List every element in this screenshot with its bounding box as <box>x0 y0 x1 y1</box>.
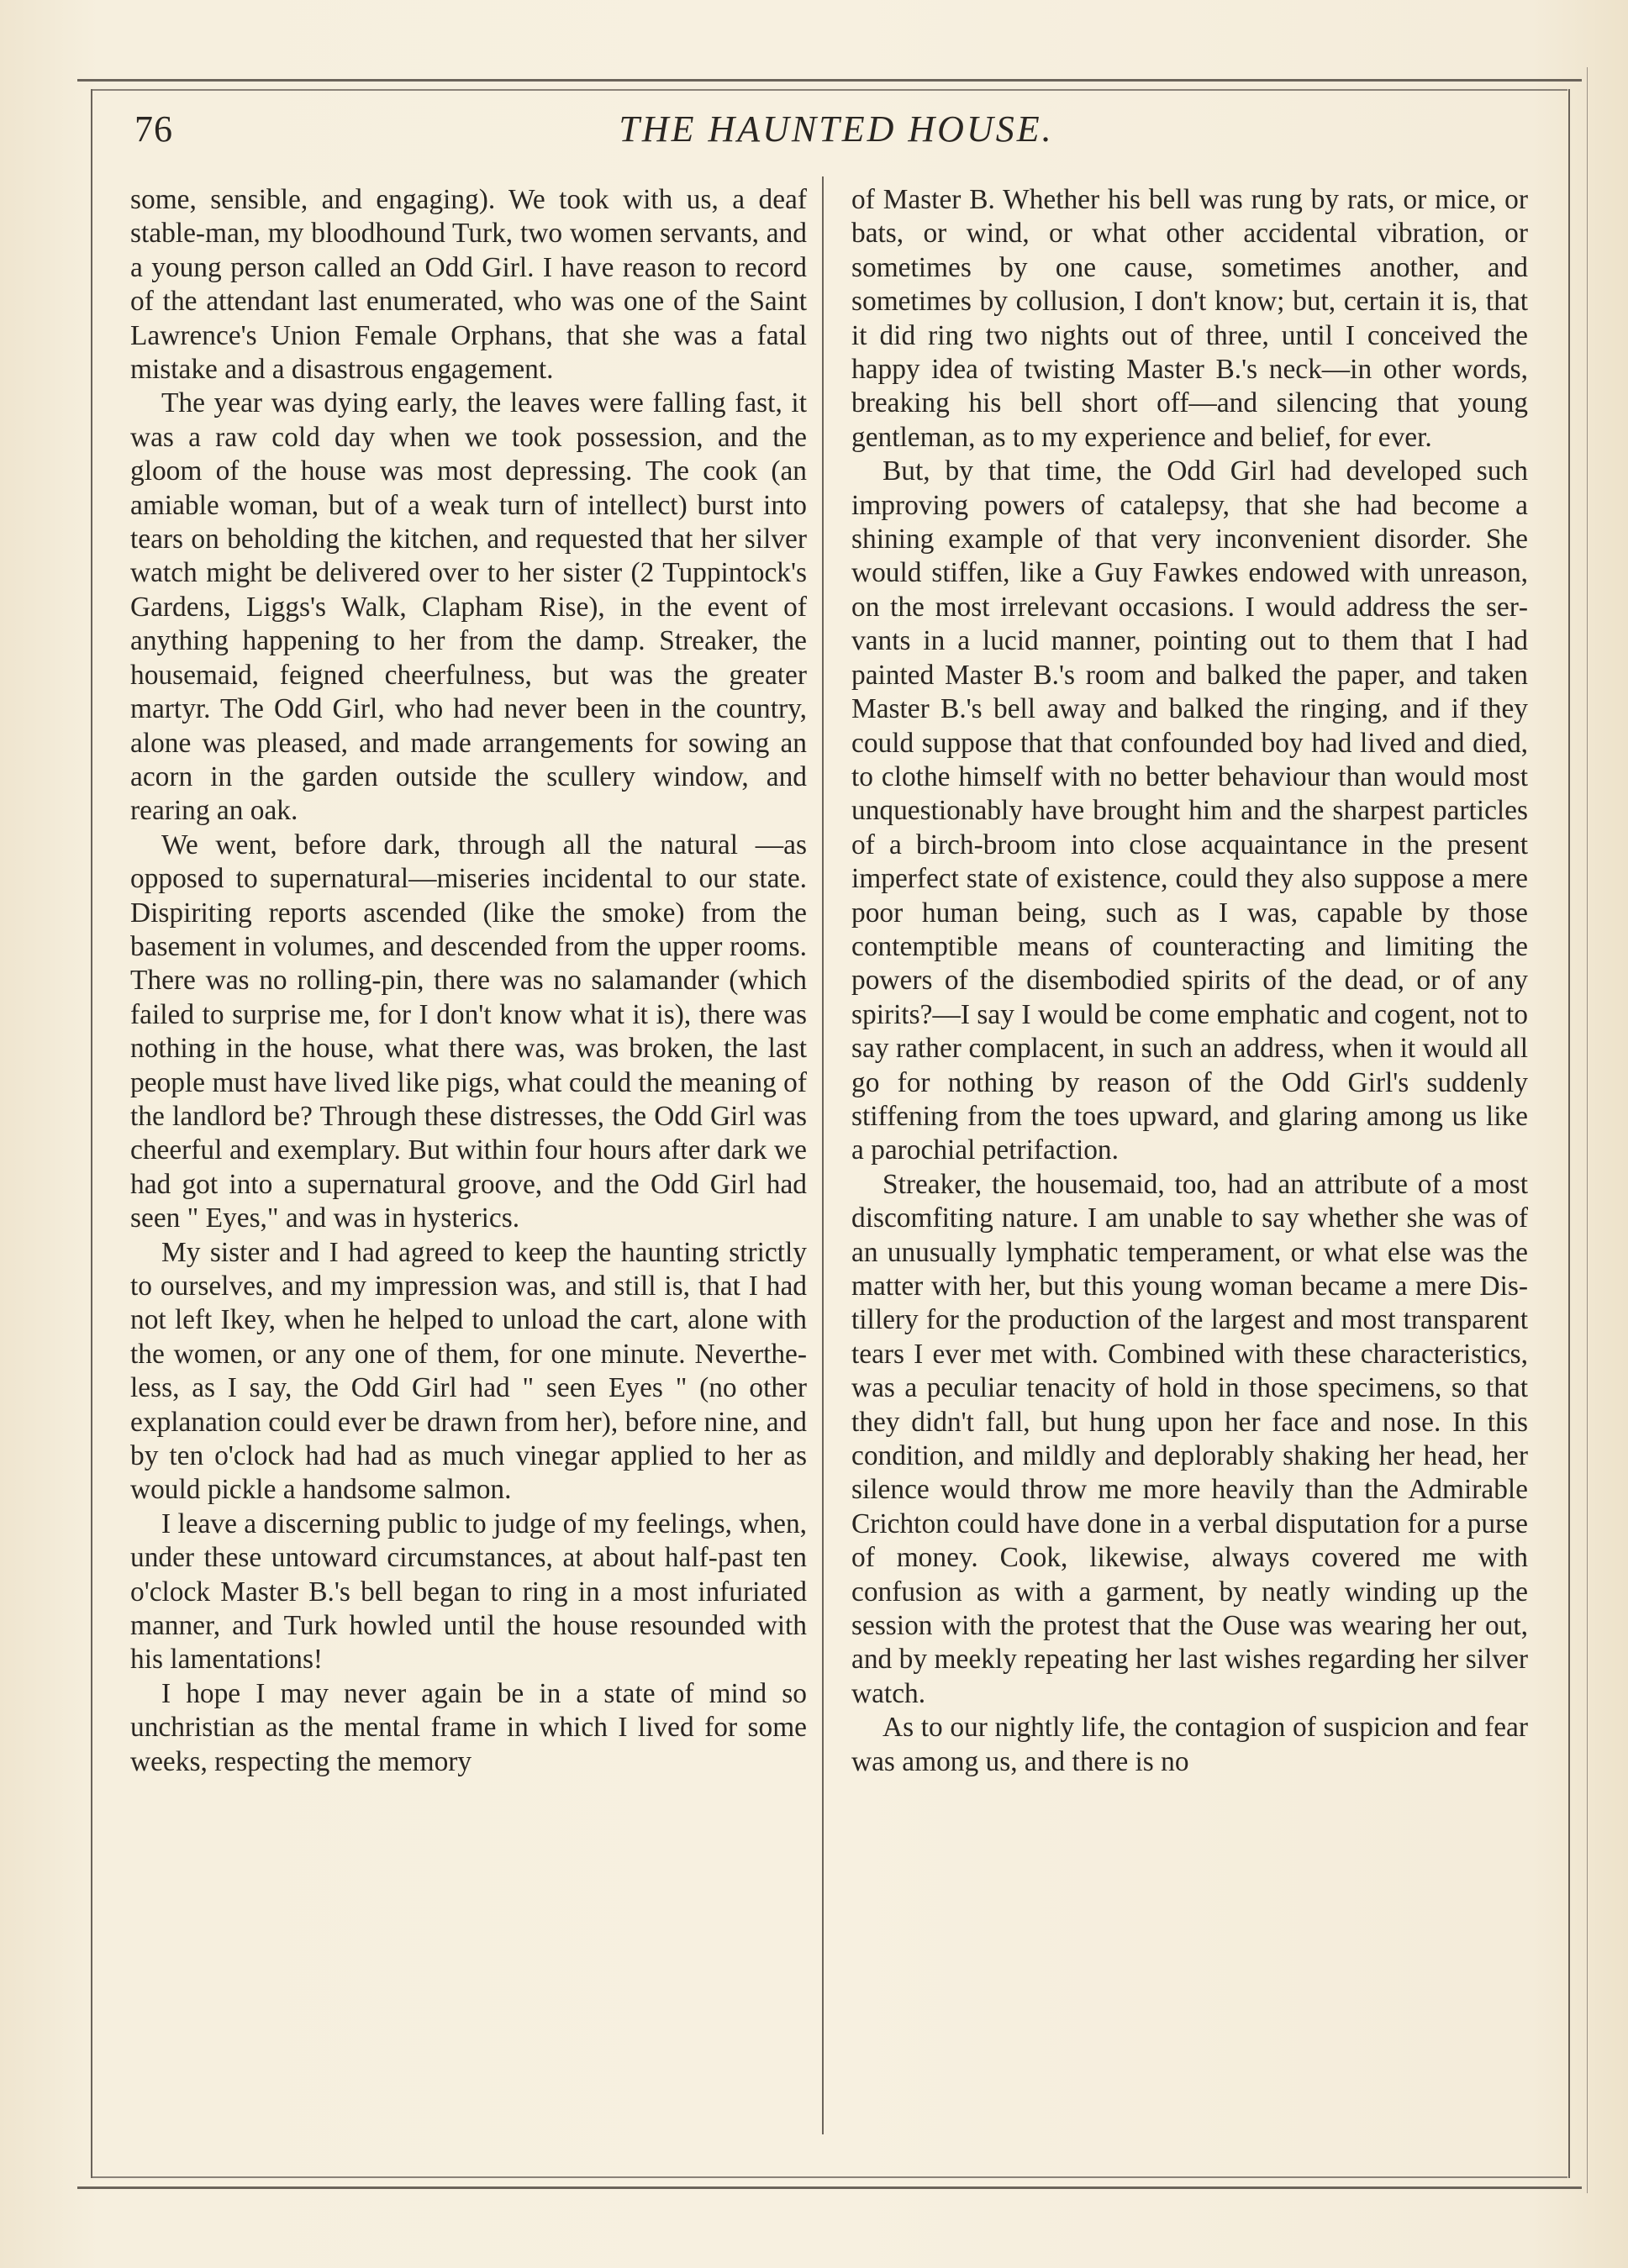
paragraph: As to our nightly life, the contagion of suspicion and fear was among us, and there is no <box>851 1712 1528 1777</box>
paragraph: some, sensible, and engaging). We took with us, a deaf stable-man, my bloodhound Turk, two women servants, and a young person called an Odd Girl. I have reason to record of the attendant last enumerated, who was one of the Saint Lawrence's Union Female Orphans, that she was a fatal mistake and a disastrous engagement. <box>130 184 807 386</box>
paragraph: Streaker, the housemaid, too, had an attribute of a most discomfiting nature. I am unable to say whether she was of an unusually lymphatic temperament, or what else was the matter with her, but this young woman became a mere Distillery for the production of the largest and most transparent tears I ever met with. Combined with these characteristics, was a peculiar tenacity of hold in those specimens, so that they didn't fall, but hung upon her face and nose. In this condition, and mildly and deplorably shaking her head, her silence would throw me more heavily than the Admirable Crichton could have done in a verbal disputation for a purse of money. Cook, likewise, always covered me with confusion as with a garment, by neatly winding up the session with the protest that the Ouse was wearing her out, and by meekly repeating her last wishes regarding her silver watch. <box>851 1168 1528 1709</box>
left-border-rule <box>91 89 92 2178</box>
running-title: THE HAUNTED HOUSE. <box>619 108 1054 150</box>
paragraph: The year was dying early, the leaves were falling fast, it was a raw cold day when we took possession, and the gloom of the house was most depressing. The cook (an amiable woman, but of a weak turn of intellect) burst into tears on beholding the kitchen, and requested that her silver watch might be delivered over to her sister (2 Tuppintock's Gardens, Liggs's Walk, Clapham Rise), in the event of anything happening to her from the damp. Streaker, the housemaid, feigned cheerfulness, but was the greater martyr. The Odd Girl, who had never been in the country, alone was pleased, and made arrangements for sowing an acorn in the garden outside the scullery window, and rearing an oak. <box>130 387 807 827</box>
top-inner-rule <box>92 89 1567 91</box>
top-border-rule <box>77 79 1582 82</box>
right-column <box>851 183 1528 1779</box>
paragraph: of Master B. Whether his bell was rung by rats, or mice, or bats, or wind, or what other accidental vibration, or sometimes by one cause, sometimes another, and sometimes by collusion, I don't know; but, certain it is, that it did ring two nights out of three, until I conceived the happy idea of twisting Master B.'s neck—in other words, breaking his bell short off—and silencing that young gentleman, as to my experience and belief, for ever. <box>851 184 1528 453</box>
paragraph: My sister and I had agreed to keep the haunting strictly to ourselves, and my impression was, and still is, that I had not left Ikey, when he helped to unload the cart, alone with the women, or any one of them, for one minute. Nevertheless, as I say, the Odd Girl had " seen Eyes " (no other explanation could ever be drawn from her), before nine, and by ten o'clock had had as much vinegar applied to her as would pickle a handsome salmon. <box>130 1236 807 1506</box>
right-border-rule <box>1568 89 1570 2178</box>
running-head <box>126 108 1546 158</box>
left-column <box>130 183 807 1779</box>
paragraph: We went, before dark, through all the natural —as opposed to supernatural—miseries incidental to our state. Dispiriting reports ascended (like the smoke) from the basement in volumes, and descended from the upper rooms. There was no rolling-pin, there was no salamander (which failed to surprise me, for I don't know what it is), there was nothing in the house, what there was, was broken, the last people must have lived like pigs, what could the meaning of the landlord be? Through these distresses, the Odd Girl was cheerful and exemplary. But within four hours after dark we had got into a supernatural groove, and the Odd Girl had seen " Eyes," and was in hysterics. <box>130 829 807 1234</box>
column-divider <box>822 176 824 2134</box>
bottom-border-rule <box>77 2186 1582 2189</box>
page-number: 76 <box>134 108 173 150</box>
paragraph: But, by that time, the Odd Girl had developed such improving powers of catalepsy, that she had become a shining example of that very inconvenient disorder. She would stiffen, like a Guy Fawkes endowed with unreason, on the most irrelevant occasions. I would address the servants in a lucid manner, pointing out to them that I had painted Master B.'s room and balked the paper, and taken Master B.'s bell away and balked the ringing, and if they could suppose that that confounded boy had lived and died, to clothe himself with no better behaviour than would most unquestionably have brought him and the sharpest particles of a birch-broom into close acquaintance in the present imperfect state of existence, could they also suppose a mere poor human being, such as I was, capable by those contemptible means of counteracting and limiting the powers of the disembodied spirits of the dead, or of any spirits?—I say I would be come emphatic and cogent, not to say rather complacent, in such an address, when it would all go for nothing by reason of the Odd Girl's suddenly stiffening from the toes upward, and glaring among us like a parochial petrifaction. <box>851 455 1528 1166</box>
paragraph: I hope I may never again be in a state of mind so unchristian as the mental frame in which I lived for some weeks, respecting the memory <box>130 1677 807 1777</box>
outer-right-rule <box>1587 67 1588 2193</box>
paragraph: I leave a discerning public to judge of my feelings, when, under these untoward circumstances, at about half-past ten o'clock Master B.'s bell began to ring in a most infuriated manner, and Turk howled until the house resounded with his lamentations! <box>130 1508 807 1676</box>
bottom-inner-rule <box>92 2176 1567 2178</box>
